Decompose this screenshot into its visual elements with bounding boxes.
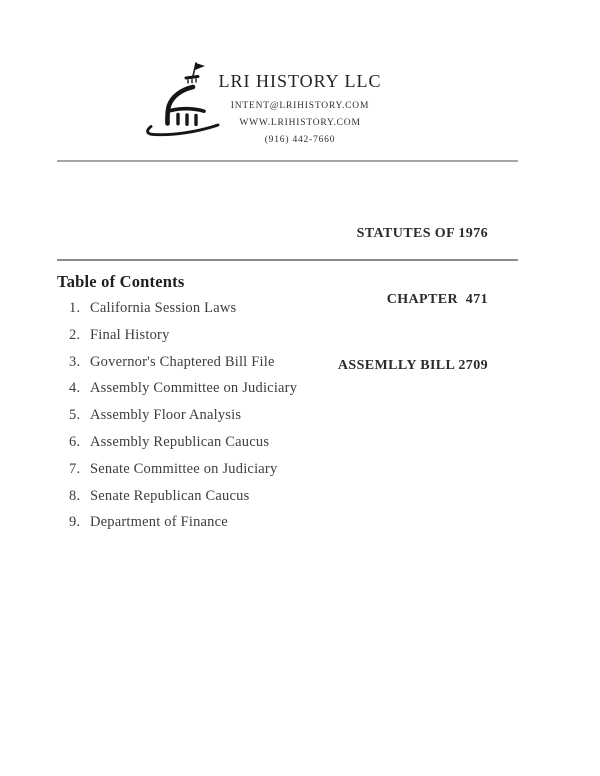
toc-item [69, 461, 529, 488]
toc-item [69, 354, 529, 381]
toc-item-label: Assembly Republican Caucus [90, 433, 270, 450]
toc-item-number: 7. [69, 460, 81, 477]
toc-item [69, 380, 529, 407]
toc-item-label: California Session Laws [90, 300, 237, 316]
toc-item [69, 434, 529, 461]
assembly-bill-line: ASSEMLLY BILL 2709 [337, 358, 488, 373]
company-name: LRI HISTORY LLC [218, 71, 382, 91]
toc-item-number: 4. [69, 380, 81, 397]
divider-bottom [57, 259, 518, 261]
toc-item-number: 2. [69, 326, 81, 343]
toc-item [69, 407, 529, 434]
toc-item-number: 3. [69, 353, 81, 370]
toc-heading: Table of Contents [57, 272, 185, 291]
letterhead [0, 71, 600, 149]
toc-item-label: Senate Committee on Judiciary [90, 460, 278, 477]
toc-list [69, 300, 529, 541]
chapter-line: CHAPTER 471 [386, 292, 488, 307]
toc-item [69, 488, 529, 515]
toc-item [69, 300, 529, 327]
toc-item-label: Department of Finance [90, 514, 228, 531]
toc-item-label: Final History [90, 326, 170, 343]
toc-item-number: 6. [69, 433, 81, 450]
toc-item-label: Assembly Floor Analysis [90, 407, 242, 424]
company-phone: (916) 442-7660 [264, 135, 336, 145]
statutes-line: STATUTES OF 1976 [356, 226, 488, 241]
toc-item-number: 5. [69, 407, 81, 424]
company-email: INTENT@LRIHISTORY.COM [230, 101, 370, 111]
divider-top [57, 160, 518, 162]
toc-item-number: 8. [69, 487, 81, 504]
toc-item-label: Assembly Committee on Judiciary [90, 380, 298, 397]
toc-item [69, 327, 529, 354]
toc-item-number: 9. [69, 514, 81, 531]
toc-item-label: Senate Republican Caucus [90, 487, 250, 504]
toc-item [69, 514, 529, 541]
company-website: WWW.LRIHISTORY.COM [239, 118, 361, 128]
toc-item-number: 1. [69, 300, 81, 316]
toc-item-label: Governor's Chaptered Bill File [90, 353, 275, 370]
